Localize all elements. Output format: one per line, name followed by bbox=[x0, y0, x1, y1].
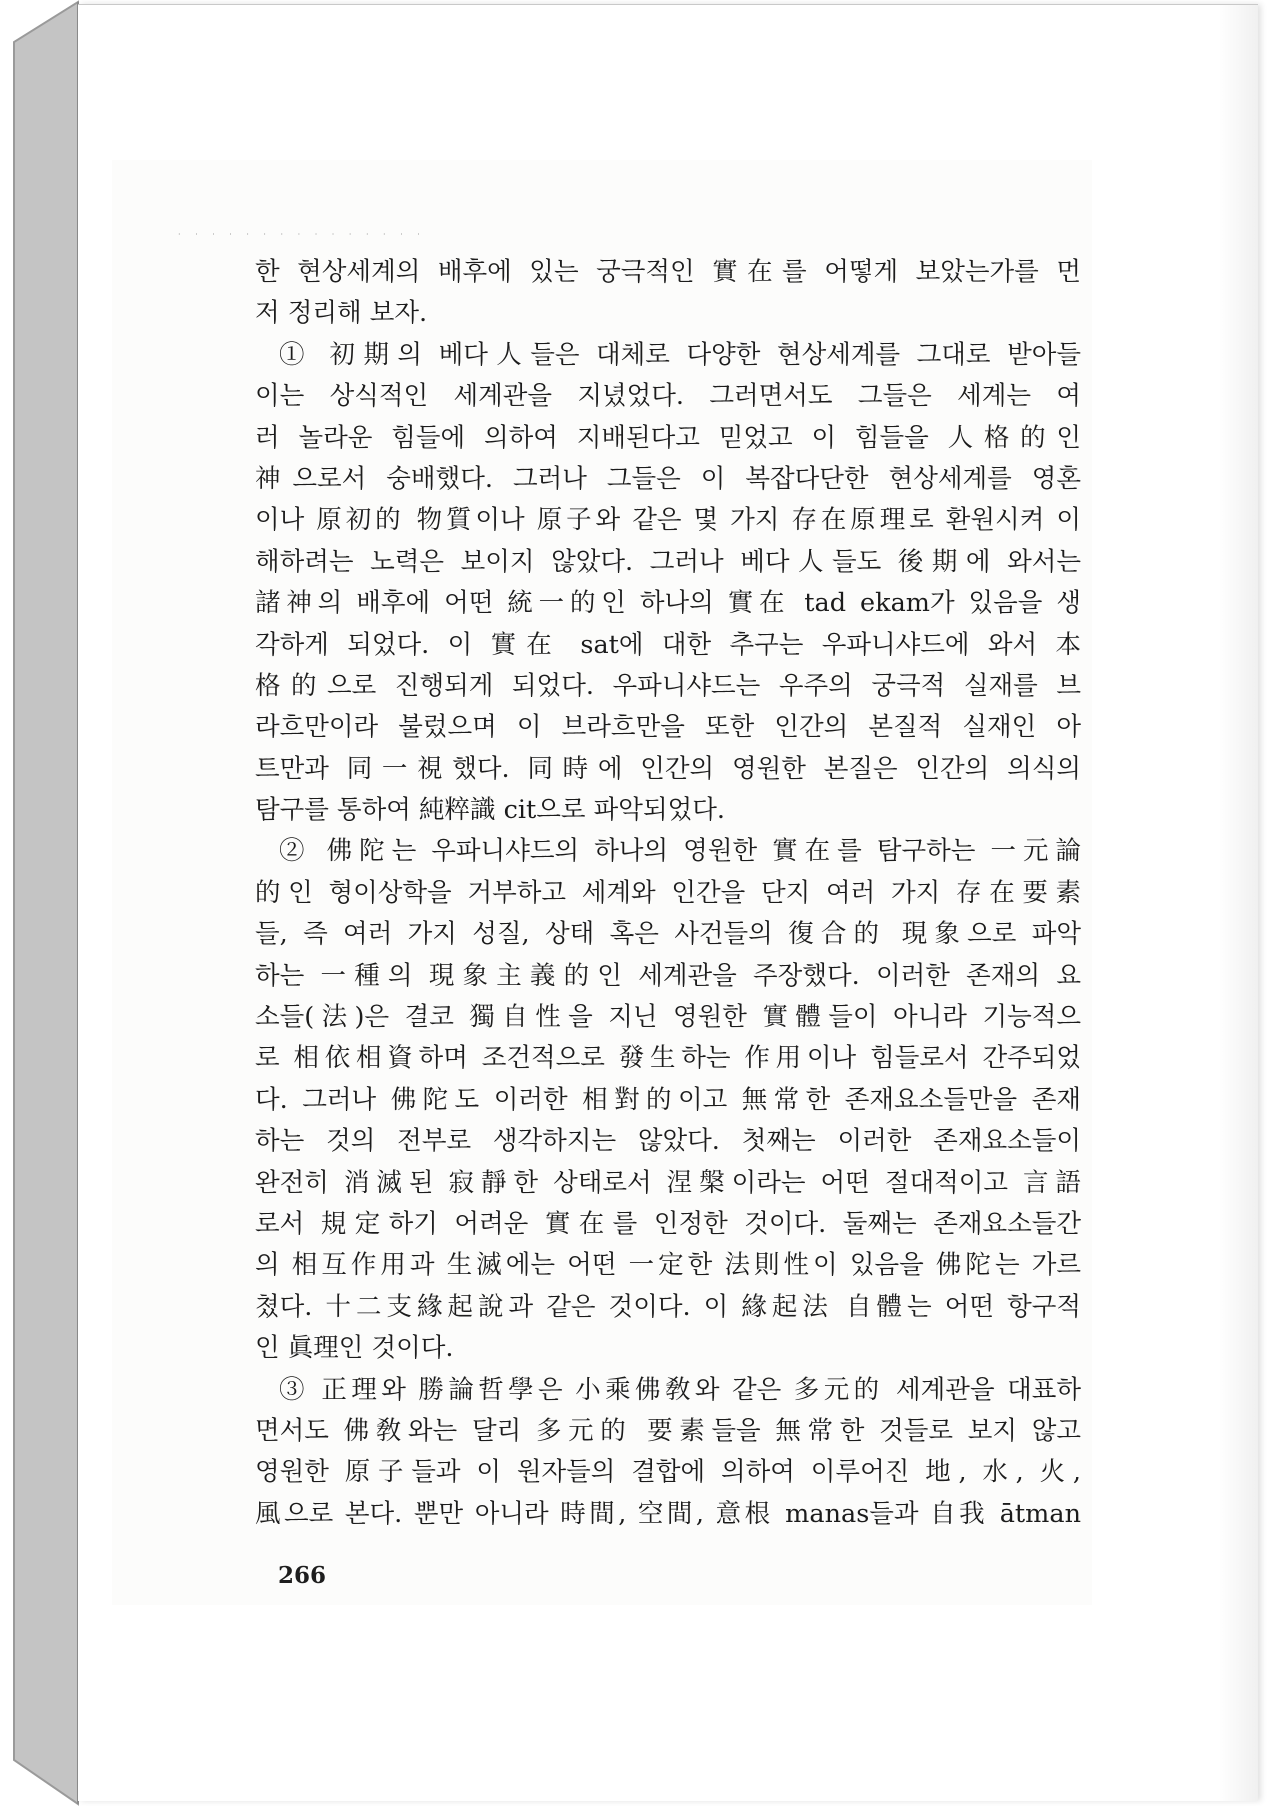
text-line: 로 相依相資하며 조건적으로 發生하는 作用이나 힘들로서 간주되었 bbox=[255, 1043, 1081, 1074]
text-line: 이는 상식적인 세계관을 지녔었다. 그러면서도 그들은 세계는 여 bbox=[255, 381, 1081, 412]
text-line: 라흐만이라 불렀으며 이 브라흐만을 또한 인간의 본질적 실재인 아 bbox=[255, 712, 1081, 743]
text-line: 의 相互作用과 生滅에는 어떤 一定한 法則性이 있음을 佛陀는 가르 bbox=[255, 1250, 1081, 1281]
text-line: 트만과 同一視했다. 同時에 인간의 영원한 본질은 인간의 의식의 bbox=[255, 753, 1081, 784]
cropped-top-line: · · · · · · · · · · · · · · · bbox=[178, 230, 426, 238]
text-line: 風으로 본다. 뿐만 아니라 時間, 空間, 意根 manas들과 自我 ātman bbox=[255, 1498, 1081, 1529]
text-line: 저 정리해 보자. bbox=[255, 298, 428, 329]
text-line: 러 놀라운 힘들에 의하여 지배된다고 믿었고 이 힘들을 人格的인 bbox=[255, 422, 1081, 453]
text-line: ① 初期의 베다人들은 대체로 다양한 현상세계를 그대로 받아들 bbox=[279, 339, 1081, 370]
text-line: ② 佛陀는 우파니샤드의 하나의 영원한 實在를 탐구하는 一元論 bbox=[279, 836, 1081, 867]
book-spine bbox=[10, 0, 80, 1806]
text-line: 완전히 消滅된 寂靜한 상태로서 涅槃이라는 어떤 절대적이고 言語 bbox=[255, 1167, 1081, 1198]
text-line: 영원한 原子들과 이 원자들의 결합에 의하여 이루어진 地, 水, 火, bbox=[255, 1457, 1081, 1488]
text-line: 하는 것의 전부로 생각하지는 않았다. 첫째는 이러한 존재요소들이 bbox=[255, 1126, 1081, 1157]
text-line: 각하게 되었다. 이 實在 sat에 대한 추구는 우파니샤드에 와서 本 bbox=[255, 629, 1081, 660]
text-line: 한 현상세계의 배후에 있는 궁극적인 實在를 어떻게 보았는가를 먼 bbox=[255, 257, 1081, 287]
body-text bbox=[255, 252, 1081, 1535]
text-line: 이나 原初的 物質이나 原子와 같은 몇 가지 存在原理로 환원시켜 이 bbox=[255, 505, 1081, 536]
text-line: 쳤다. 十二支緣起說과 같은 것이다. 이 緣起法 自體는 어떤 항구적 bbox=[255, 1291, 1081, 1322]
text-line: 소들(法)은 결코 獨自性을 지닌 영원한 實體들이 아니라 기능적으 bbox=[255, 1002, 1081, 1033]
text-line: 格的으로 진행되게 되었다. 우파니샤드는 우주의 궁극적 실재를 브 bbox=[255, 670, 1081, 701]
text-line: 면서도 佛敎와는 달리 多元的 要素들을 無常한 것들로 보지 않고 bbox=[255, 1415, 1081, 1446]
page-edge-shadow bbox=[1218, 5, 1258, 1801]
text-line: 神으로서 숭배했다. 그러나 그들은 이 복잡다단한 현상세계를 영혼 bbox=[255, 463, 1081, 494]
text-line: 的인 형이상학을 거부하고 세계와 인간을 단지 여러 가지 存在要素 bbox=[255, 877, 1081, 908]
page-number: 266 bbox=[278, 1562, 327, 1589]
text-line: 다. 그러나 佛陀도 이러한 相對的이고 無常한 존재요소들만을 존재 bbox=[255, 1084, 1081, 1115]
text-line: 탐구를 통하여 純粹識 cit으로 파악되었다. bbox=[255, 795, 725, 826]
text-line: 들, 즉 여러 가지 성질, 상태 혹은 사건들의 復合的 現象으로 파악 bbox=[255, 919, 1081, 950]
text-line: 로서 規定하기 어려운 實在를 인정한 것이다. 둘째는 존재요소들간 bbox=[255, 1208, 1081, 1239]
text-line: 인 眞理인 것이다. bbox=[255, 1333, 454, 1364]
text-line: 해하려는 노력은 보이지 않았다. 그러나 베다人들도 後期에 와서는 bbox=[255, 546, 1081, 577]
text-line: ③ 正理와 勝論哲學은 小乘佛敎와 같은 多元的 세계관을 대표하 bbox=[279, 1374, 1081, 1405]
text-line: 諸神의 배후에 어떤 統一的인 하나의 實在 tad ekam가 있음을 생 bbox=[255, 588, 1081, 619]
text-line: 하는 一種의 現象主義的인 세계관을 주장했다. 이러한 존재의 요 bbox=[255, 960, 1081, 991]
